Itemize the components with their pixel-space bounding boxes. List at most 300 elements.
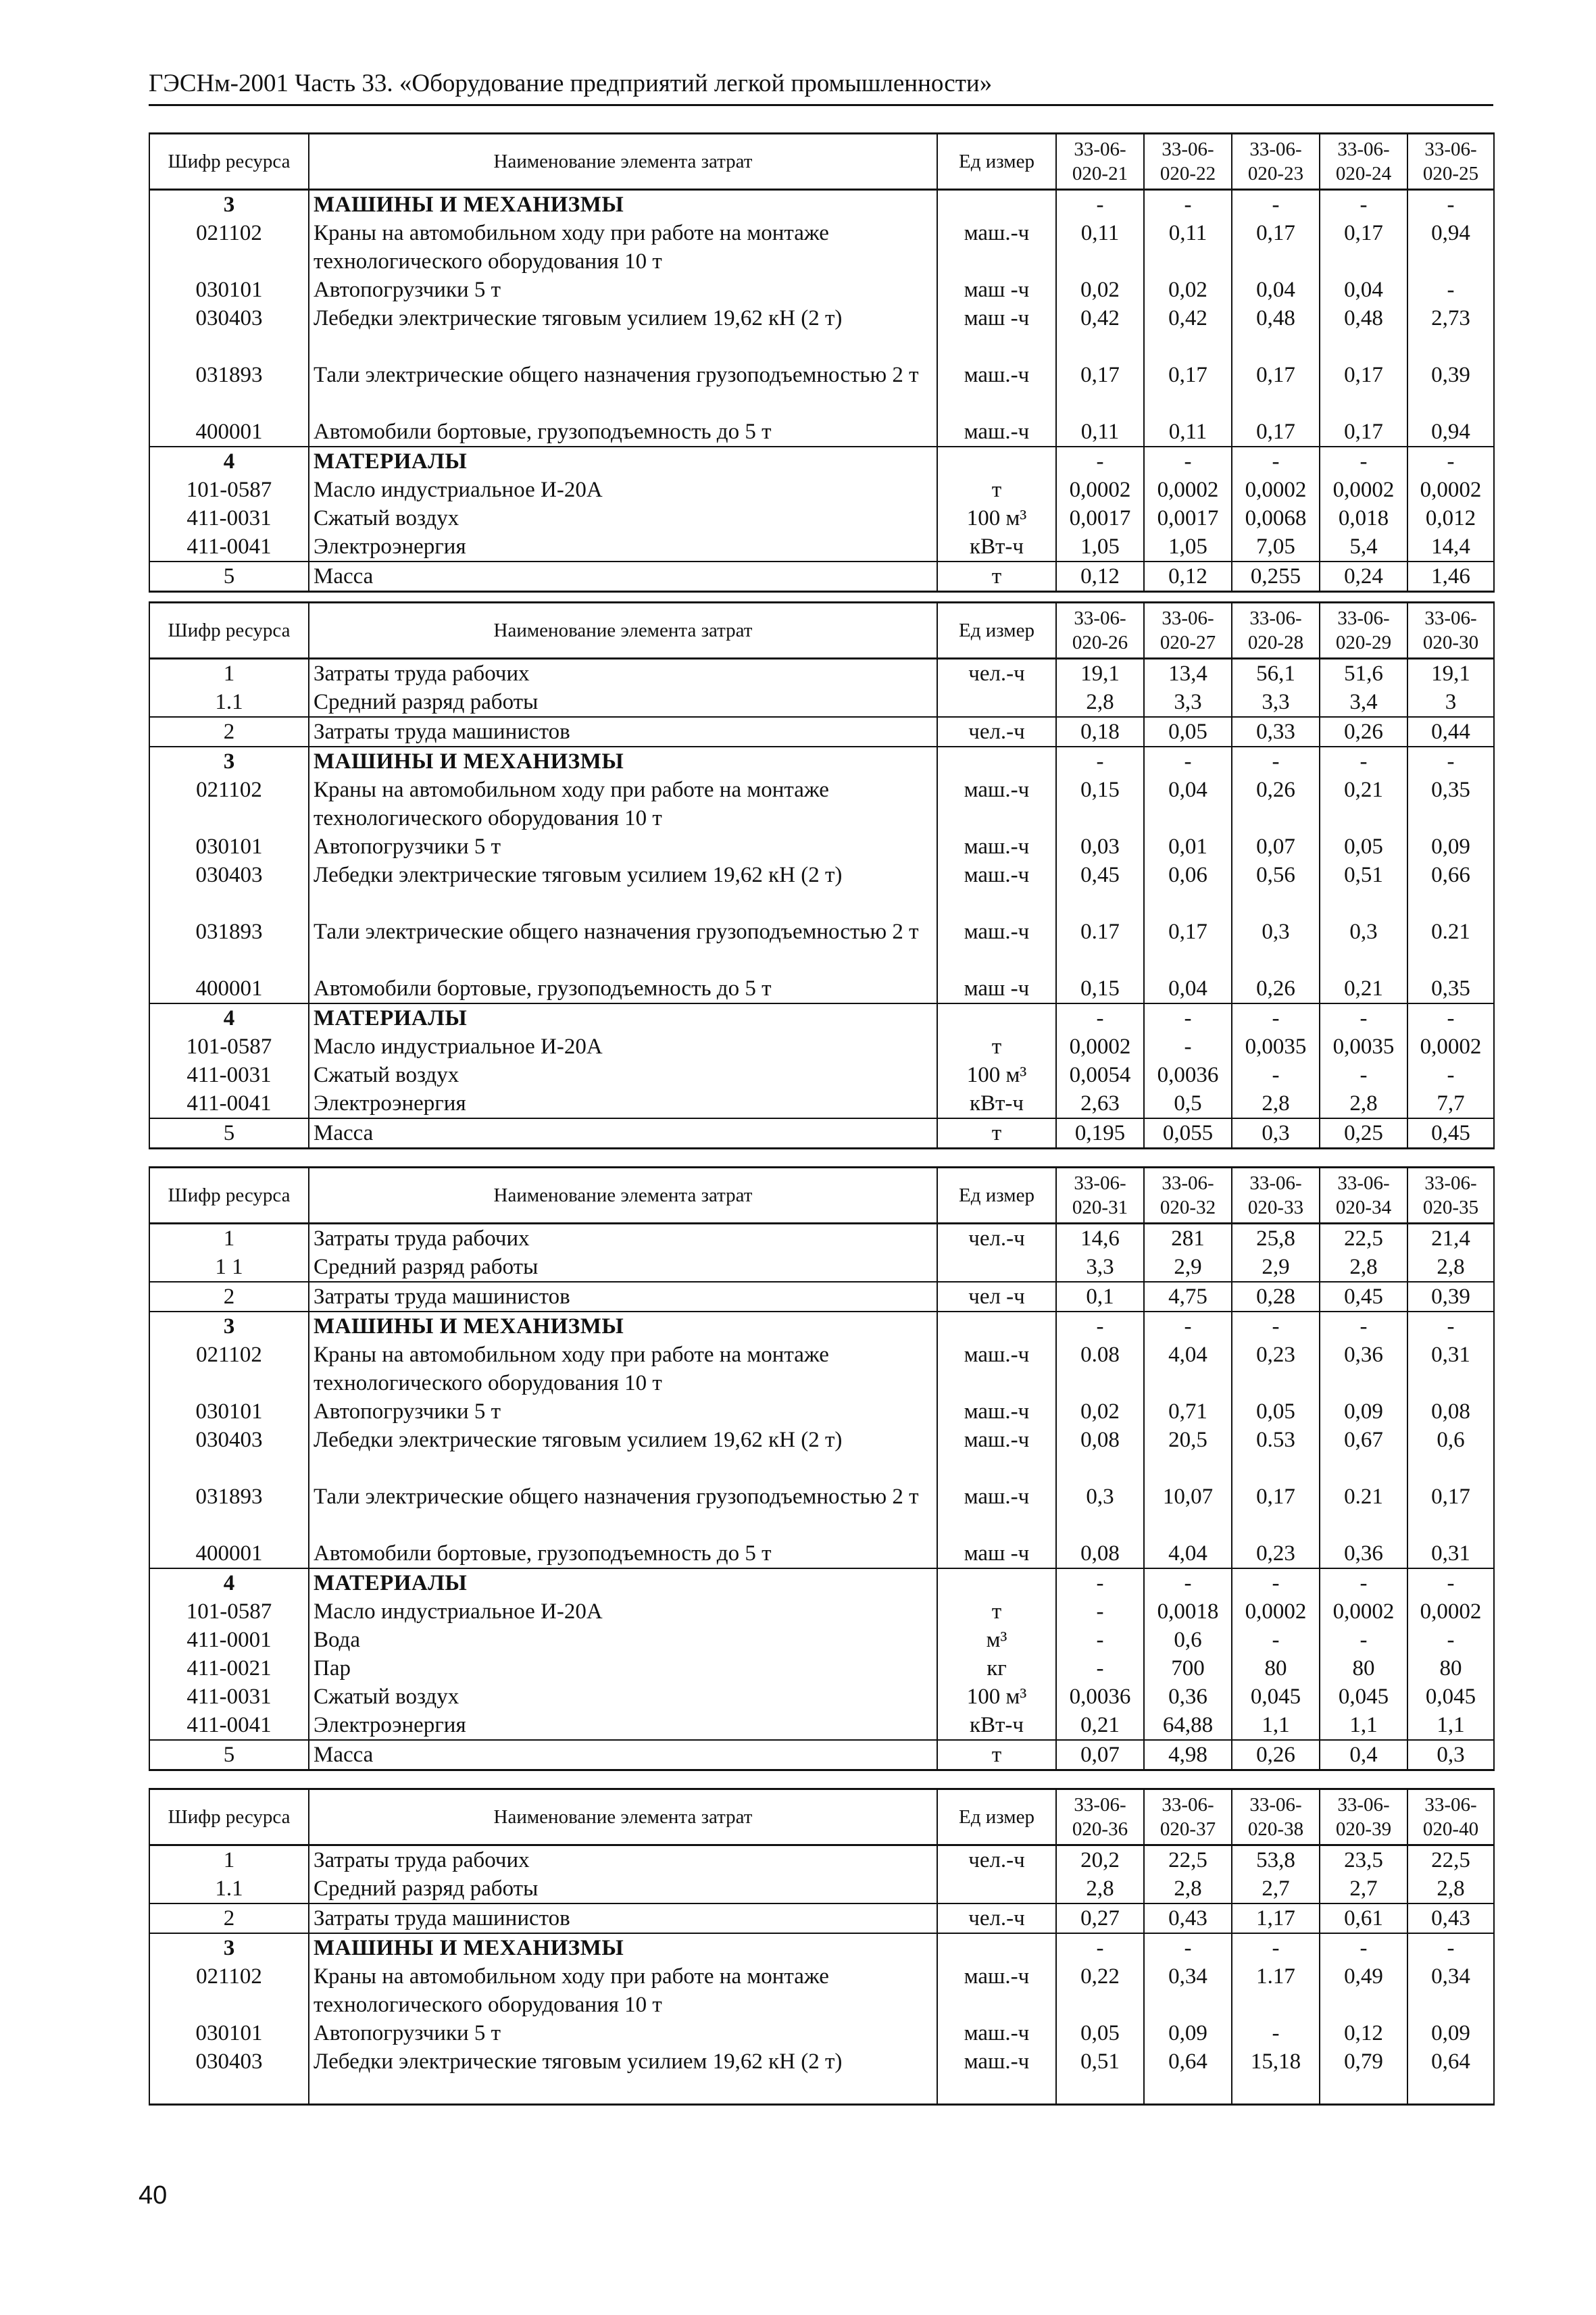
norm-value: 0,3: [1232, 918, 1320, 974]
resource-unit: т: [937, 1032, 1056, 1061]
table-row: [149, 1341, 1494, 1397]
norm-value: -: [1232, 1061, 1320, 1089]
resource-name: Тали электрические общего назначения грузоподъемностью 2 т: [309, 1483, 937, 1539]
resource-unit: чел.-ч: [937, 659, 1056, 689]
resource-unit: кВт-ч: [937, 532, 1056, 562]
col-header-norm: 33-06-020-39: [1320, 1789, 1407, 1845]
table-row: [149, 562, 1494, 592]
table-row: [149, 418, 1494, 447]
norm-value: 0,36: [1320, 1341, 1407, 1397]
norm-value: -: [1232, 1933, 1320, 1962]
col-header-unit: Ед измер: [937, 603, 1056, 659]
resource-code: 400001: [149, 1539, 309, 1568]
norm-value: 2,7: [1320, 1874, 1407, 1903]
resource-name: Затраты труда рабочих: [309, 659, 937, 689]
norm-value: 0,17: [1407, 1483, 1494, 1539]
norm-value: -: [1232, 190, 1320, 220]
norm-value: -: [1056, 1626, 1144, 1654]
resource-name: Сжатый воздух: [309, 1061, 937, 1089]
resource-unit: т: [937, 476, 1056, 504]
resource-name: Сжатый воздух: [309, 504, 937, 532]
resource-unit: маш -ч: [937, 974, 1056, 1003]
norm-value: 0,255: [1232, 562, 1320, 592]
norm-value: -: [1320, 447, 1407, 476]
resource-code: 411-0041: [149, 1711, 309, 1740]
resource-name: Автопогрузчики 5 т: [309, 832, 937, 861]
norm-value: 0,012: [1407, 504, 1494, 532]
col-header-name: Наименование элемента затрат: [309, 1789, 937, 1845]
resource-name: МАШИНЫ И МЕХАНИЗМЫ: [309, 747, 937, 776]
col-header-name: Наименование элемента затрат: [309, 603, 937, 659]
norm-value: 21,4: [1407, 1224, 1494, 1253]
norm-value: -: [1144, 447, 1232, 476]
resource-name: Автопогрузчики 5 т: [309, 2019, 937, 2047]
norm-value: 0,26: [1232, 776, 1320, 832]
resource-name: Тали электрические общего назначения грузоподъемностью 2 т: [309, 918, 937, 974]
norm-value: 53,8: [1232, 1845, 1320, 1875]
resource-code: 411-0041: [149, 532, 309, 562]
norm-value: -: [1056, 1654, 1144, 1683]
norm-value: 0,21: [1320, 776, 1407, 832]
col-header-norm: 33-06-020-38: [1232, 1789, 1320, 1845]
table-row: [149, 717, 1494, 747]
col-header-norm: 33-06-020-35: [1407, 1168, 1494, 1224]
norm-value: 4,75: [1144, 1282, 1232, 1312]
col-header-norm: 33-06-020-29: [1320, 603, 1407, 659]
resource-code: 5: [149, 1740, 309, 1770]
norm-value: 0,12: [1056, 562, 1144, 592]
norm-value: -: [1232, 1626, 1320, 1654]
norm-value: 23,5: [1320, 1845, 1407, 1875]
col-header-norm: 33-06-020-24: [1320, 134, 1407, 190]
resource-unit: [937, 190, 1056, 220]
norm-value: 0,03: [1056, 832, 1144, 861]
norm-value: 0,0018: [1144, 1597, 1232, 1626]
norm-value: 0,28: [1232, 1282, 1320, 1312]
resource-name: МАТЕРИАЛЫ: [309, 1568, 937, 1597]
resource-unit: маш.-ч: [937, 2019, 1056, 2047]
norm-value: 0.17: [1056, 918, 1144, 974]
resource-unit: 100 м³: [937, 1683, 1056, 1711]
table-row: [149, 447, 1494, 476]
table-row: [149, 974, 1494, 1003]
norm-value: 281: [1144, 1224, 1232, 1253]
norm-value: 0,055: [1144, 1118, 1232, 1149]
resource-code: 030403: [149, 304, 309, 361]
resource-unit: т: [937, 1597, 1056, 1626]
norm-value: 2,8: [1144, 1874, 1232, 1903]
resource-code: 411-0001: [149, 1626, 309, 1654]
resource-unit: 100 м³: [937, 504, 1056, 532]
norm-value: 14,6: [1056, 1224, 1144, 1253]
norm-value: 22,5: [1320, 1224, 1407, 1253]
norm-value: 0,15: [1056, 974, 1144, 1003]
resource-name: МАТЕРИАЛЫ: [309, 1003, 937, 1032]
norm-value: 0,61: [1320, 1903, 1407, 1933]
resource-unit: маш.-ч: [937, 1483, 1056, 1539]
norm-value: 2,8: [1320, 1253, 1407, 1282]
norm-value: 0,17: [1144, 918, 1232, 974]
resource-name: Тали электрические общего назначения грузоподъемностью 2 т: [309, 361, 937, 418]
norm-value: 0,11: [1056, 418, 1144, 447]
resource-code: 3: [149, 1312, 309, 1341]
resource-unit: маш.-ч: [937, 1341, 1056, 1397]
norm-value: 0,12: [1144, 562, 1232, 592]
resource-name: Затраты труда машинистов: [309, 1903, 937, 1933]
resource-code: 101-0587: [149, 1032, 309, 1061]
norm-value: 0,3: [1056, 1483, 1144, 1539]
resource-name: Средний разряд работы: [309, 1253, 937, 1282]
norm-value: 13,4: [1144, 659, 1232, 689]
norm-value: 0,07: [1056, 1740, 1144, 1770]
norm-value: 2,9: [1232, 1253, 1320, 1282]
norm-value: 15,18: [1232, 2047, 1320, 2104]
norm-value: 1,05: [1056, 532, 1144, 562]
col-header-unit: Ед измер: [937, 134, 1056, 190]
norm-value: 0,3: [1320, 918, 1407, 974]
norm-value: 0,05: [1320, 832, 1407, 861]
resource-unit: маш.-ч: [937, 918, 1056, 974]
norm-value: -: [1407, 1568, 1494, 1597]
resource-unit: кВт-ч: [937, 1089, 1056, 1118]
norm-value: 2,8: [1056, 688, 1144, 717]
resource-code: 030403: [149, 2047, 309, 2104]
norm-value: 0,94: [1407, 219, 1494, 276]
table-row: [149, 1933, 1494, 1962]
norm-value: 0,6: [1407, 1426, 1494, 1483]
norm-value: -: [1320, 1003, 1407, 1032]
resource-name: МАШИНЫ И МЕХАНИЗМЫ: [309, 1312, 937, 1341]
table-row: [149, 1654, 1494, 1683]
norm-value: 4,98: [1144, 1740, 1232, 1770]
table-row: [149, 1282, 1494, 1312]
norm-value: 0,09: [1320, 1397, 1407, 1426]
resource-name: Масса: [309, 1740, 937, 1770]
resource-code: 1: [149, 1224, 309, 1253]
resource-code: 411-0031: [149, 504, 309, 532]
norm-value: 0,35: [1407, 974, 1494, 1003]
norm-value: 0,51: [1320, 861, 1407, 918]
norm-table-4: [149, 1788, 1495, 2106]
norm-value: 0,33: [1232, 717, 1320, 747]
resource-unit: маш.-ч: [937, 418, 1056, 447]
norm-value: 0,3: [1232, 1118, 1320, 1149]
resource-code: 411-0041: [149, 1089, 309, 1118]
resource-code: 021102: [149, 1962, 309, 2019]
col-header-code: Шифр ресурса: [149, 1168, 309, 1224]
norm-value: 0,17: [1232, 1483, 1320, 1539]
norm-value: 0,56: [1232, 861, 1320, 918]
table-row: [149, 1962, 1494, 2019]
norm-value: 0,02: [1144, 276, 1232, 304]
resource-name: Автопогрузчики 5 т: [309, 1397, 937, 1426]
norm-value: 0,11: [1056, 219, 1144, 276]
resource-unit: маш.-ч: [937, 861, 1056, 918]
resource-unit: маш.-ч: [937, 776, 1056, 832]
resource-code: 400001: [149, 974, 309, 1003]
resource-unit: чел.-ч: [937, 1845, 1056, 1875]
resource-unit: маш.-ч: [937, 361, 1056, 418]
norm-value: -: [1056, 447, 1144, 476]
norm-value: 0,0002: [1056, 1032, 1144, 1061]
norm-value: 0,26: [1232, 1740, 1320, 1770]
table-row: [149, 861, 1494, 918]
col-header-norm: 33-06-020-32: [1144, 1168, 1232, 1224]
resource-unit: маш.-ч: [937, 832, 1056, 861]
page-number: 40: [139, 2181, 168, 2210]
norm-value: 0,04: [1144, 974, 1232, 1003]
resource-unit: маш.-ч: [937, 1426, 1056, 1483]
norm-value: 0,71: [1144, 1397, 1232, 1426]
resource-code: 030101: [149, 276, 309, 304]
norm-value: 20,2: [1056, 1845, 1144, 1875]
col-header-norm: 33-06-020-21: [1056, 134, 1144, 190]
norm-value: -: [1407, 1003, 1494, 1032]
resource-unit: [937, 1874, 1056, 1903]
resource-unit: маш.-ч: [937, 1397, 1056, 1426]
norm-value: -: [1056, 1003, 1144, 1032]
norm-value: 0,17: [1232, 418, 1320, 447]
norm-value: 0,43: [1144, 1903, 1232, 1933]
resource-code: 1.1: [149, 688, 309, 717]
norm-value: 0,18: [1056, 717, 1144, 747]
norm-value: 0,08: [1407, 1397, 1494, 1426]
col-header-code: Шифр ресурса: [149, 1789, 309, 1845]
norm-value: 0,1: [1056, 1282, 1144, 1312]
resource-name: Вода: [309, 1626, 937, 1654]
norm-value: -: [1320, 1933, 1407, 1962]
norm-value: 0,08: [1056, 1426, 1144, 1483]
table-row: [149, 1032, 1494, 1061]
norm-value: 0,21: [1056, 1711, 1144, 1740]
resource-code: 030101: [149, 2019, 309, 2047]
norm-value: 0,44: [1407, 717, 1494, 747]
resource-code: 021102: [149, 1341, 309, 1397]
norm-value: -: [1320, 1626, 1407, 1654]
norm-value: 0,0054: [1056, 1061, 1144, 1089]
resource-unit: м³: [937, 1626, 1056, 1654]
norm-value: 0,26: [1232, 974, 1320, 1003]
norm-value: 19,1: [1407, 659, 1494, 689]
norm-value: -: [1144, 1032, 1232, 1061]
resource-name: Краны на автомобильном ходу при работе на монтаже технологического оборудования 10 т: [309, 1962, 937, 2019]
norm-value: 0,45: [1056, 861, 1144, 918]
norm-value: 2,9: [1144, 1253, 1232, 1282]
col-header-norm: 33-06-020-36: [1056, 1789, 1144, 1845]
header-row: [149, 1168, 1494, 1224]
resource-unit: [937, 747, 1056, 776]
norm-value: 5,4: [1320, 532, 1407, 562]
norm-value: 1,05: [1144, 532, 1232, 562]
norm-value: 0,6: [1144, 1626, 1232, 1654]
norm-value: 0,0002: [1320, 1597, 1407, 1626]
norm-value: -: [1056, 1568, 1144, 1597]
header-rule: [149, 104, 1493, 106]
norm-value: 0.08: [1056, 1341, 1144, 1397]
norm-value: 0,5: [1144, 1089, 1232, 1118]
norm-value: 0,0035: [1320, 1032, 1407, 1061]
resource-unit: т: [937, 1740, 1056, 1770]
table-row: [149, 361, 1494, 418]
norm-value: 0,04: [1144, 776, 1232, 832]
norm-value: 0,05: [1232, 1397, 1320, 1426]
col-header-name: Наименование элемента затрат: [309, 134, 937, 190]
norm-value: 1,46: [1407, 562, 1494, 592]
norm-value: 0,0035: [1232, 1032, 1320, 1061]
norm-value: 0,0002: [1144, 476, 1232, 504]
norm-value: -: [1407, 1061, 1494, 1089]
norm-value: 0,0002: [1320, 476, 1407, 504]
resource-code: 5: [149, 562, 309, 592]
norm-value: 0,48: [1320, 304, 1407, 361]
norm-value: -: [1320, 1312, 1407, 1341]
table-row: [149, 276, 1494, 304]
norm-value: -: [1056, 1312, 1144, 1341]
norm-value: 0,0068: [1232, 504, 1320, 532]
resource-name: Электроэнергия: [309, 1711, 937, 1740]
resource-unit: [937, 688, 1056, 717]
norm-value: 0,34: [1407, 1962, 1494, 2019]
page-header: ГЭСНм-2001 Часть 33. «Оборудование предприятий легкой промышленности»: [149, 70, 993, 97]
norm-value: 0,25: [1320, 1118, 1407, 1149]
norm-value: 0.21: [1320, 1483, 1407, 1539]
resource-code: 021102: [149, 219, 309, 276]
norm-value: -: [1056, 1933, 1144, 1962]
resource-name: Лебедки электрические тяговым усилием 19,62 кН (2 т): [309, 1426, 937, 1483]
norm-value: 0,39: [1407, 361, 1494, 418]
norm-value: 0,15: [1056, 776, 1144, 832]
norm-value: 0,05: [1144, 717, 1232, 747]
norm-value: 56,1: [1232, 659, 1320, 689]
resource-code: 1: [149, 659, 309, 689]
norm-value: -: [1144, 1933, 1232, 1962]
norm-value: 19,1: [1056, 659, 1144, 689]
resource-code: 030403: [149, 861, 309, 918]
table-row: [149, 1397, 1494, 1426]
norm-value: 2,73: [1407, 304, 1494, 361]
norm-value: 0,0002: [1407, 1597, 1494, 1626]
resource-code: 021102: [149, 776, 309, 832]
norm-value: 80: [1320, 1654, 1407, 1683]
resource-name: Масса: [309, 1118, 937, 1149]
norm-value: 0,05: [1056, 2019, 1144, 2047]
table-row: [149, 504, 1494, 532]
resource-name: Затраты труда машинистов: [309, 1282, 937, 1312]
norm-value: 0,07: [1232, 832, 1320, 861]
resource-code: 1.1: [149, 1874, 309, 1903]
resource-name: Масса: [309, 562, 937, 592]
resource-code: 031893: [149, 361, 309, 418]
col-header-unit: Ед измер: [937, 1168, 1056, 1224]
resource-unit: чел.-ч: [937, 717, 1056, 747]
norm-value: 51,6: [1320, 659, 1407, 689]
norm-value: 0,64: [1407, 2047, 1494, 2104]
table-row: [149, 1874, 1494, 1903]
norm-value: 0,11: [1144, 219, 1232, 276]
norm-value: 0,0017: [1144, 504, 1232, 532]
resource-name: Лебедки электрические тяговым усилием 19,62 кН (2 т): [309, 861, 937, 918]
norm-value: 0,67: [1320, 1426, 1407, 1483]
table-row: [149, 1711, 1494, 1740]
norm-value: 0,01: [1144, 832, 1232, 861]
resource-code: 411-0021: [149, 1654, 309, 1683]
resource-name: Электроэнергия: [309, 1089, 937, 1118]
table-row: [149, 776, 1494, 832]
col-header-code: Шифр ресурса: [149, 134, 309, 190]
norm-value: 0,48: [1232, 304, 1320, 361]
norm-value: -: [1056, 1597, 1144, 1626]
resource-unit: кВт-ч: [937, 1711, 1056, 1740]
norm-value: 0,21: [1320, 974, 1407, 1003]
norm-value: -: [1232, 447, 1320, 476]
resource-unit: [937, 1312, 1056, 1341]
norm-value: 0,018: [1320, 504, 1407, 532]
resource-unit: [937, 1568, 1056, 1597]
norm-value: 14,4: [1407, 532, 1494, 562]
resource-code: 2: [149, 717, 309, 747]
norm-value: 4,04: [1144, 1539, 1232, 1568]
norm-value: 0,34: [1144, 1962, 1232, 2019]
norm-value: -: [1407, 1312, 1494, 1341]
norm-value: 7,05: [1232, 532, 1320, 562]
resource-unit: маш -ч: [937, 304, 1056, 361]
norm-value: 1,17: [1232, 1903, 1320, 1933]
norm-value: 2,8: [1056, 1874, 1144, 1903]
norm-value: 0,79: [1320, 2047, 1407, 2104]
resource-code: 101-0587: [149, 476, 309, 504]
norm-value: 20,5: [1144, 1426, 1232, 1483]
norm-value: 0,24: [1320, 562, 1407, 592]
resource-name: Лебедки электрические тяговым усилием 19,62 кН (2 т): [309, 304, 937, 361]
norm-value: 0,045: [1320, 1683, 1407, 1711]
resource-unit: чел.-ч: [937, 1224, 1056, 1253]
resource-unit: т: [937, 1118, 1056, 1149]
resource-code: 1 1: [149, 1253, 309, 1282]
resource-code: 5: [149, 1118, 309, 1149]
norm-value: 0,08: [1056, 1539, 1144, 1568]
norm-value: 0,39: [1407, 1282, 1494, 1312]
resource-unit: маш.-ч: [937, 1962, 1056, 2019]
resource-name: МАТЕРИАЛЫ: [309, 447, 937, 476]
resource-name: Краны на автомобильном ходу при работе на монтаже технологического оборудования 10 т: [309, 776, 937, 832]
col-header-norm: 33-06-020-30: [1407, 603, 1494, 659]
norm-value: 0,45: [1407, 1118, 1494, 1149]
table-row: [149, 1061, 1494, 1089]
resource-code: 3: [149, 747, 309, 776]
norm-value: 0,0002: [1056, 476, 1144, 504]
table-row: [149, 532, 1494, 562]
norm-value: 0,27: [1056, 1903, 1144, 1933]
norm-value: 0,09: [1407, 832, 1494, 861]
resource-unit: кг: [937, 1654, 1056, 1683]
norm-value: -: [1407, 747, 1494, 776]
resource-unit: [937, 1003, 1056, 1032]
norm-value: 0,02: [1056, 1397, 1144, 1426]
header-row: [149, 134, 1494, 190]
resource-code: 030101: [149, 1397, 309, 1426]
table-row: [149, 1683, 1494, 1711]
norm-value: 2,63: [1056, 1089, 1144, 1118]
norm-value: -: [1056, 190, 1144, 220]
norm-value: 0,43: [1407, 1903, 1494, 1933]
table-row: [149, 747, 1494, 776]
norm-value: 0.21: [1407, 918, 1494, 974]
norm-value: 0,17: [1320, 361, 1407, 418]
norm-value: -: [1056, 747, 1144, 776]
resource-unit: маш -ч: [937, 276, 1056, 304]
resource-unit: маш.-ч: [937, 219, 1056, 276]
norm-value: 0,11: [1144, 418, 1232, 447]
